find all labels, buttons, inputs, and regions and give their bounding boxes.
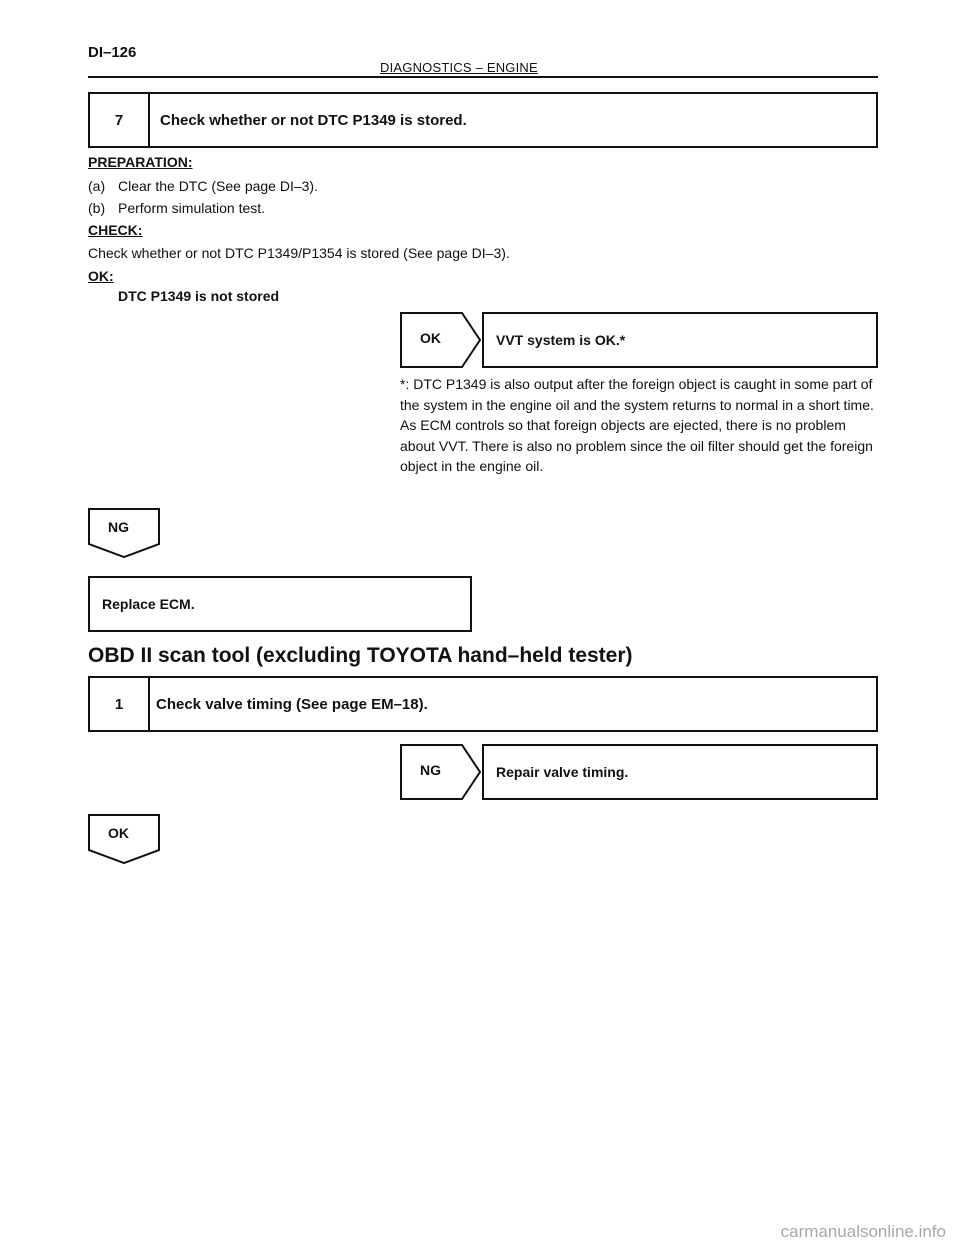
preparation-item-a-marker: (a) — [88, 178, 106, 194]
obd-section-title: OBD II scan tool (excluding TOYOTA hand–held tester) — [88, 644, 633, 667]
preparation-label: PREPARATION: — [88, 154, 193, 170]
step-1-ng-arrow-icon — [400, 744, 482, 800]
step-1-title: Check valve timing (See page EM–18). — [156, 695, 428, 713]
step-7-number: 7 — [90, 94, 150, 146]
step-1-number: 1 — [90, 678, 150, 730]
header-rule — [88, 76, 878, 78]
step-7-title: Check whether or not DTC P1349 is stored. — [160, 111, 467, 129]
watermark: carmanualsonline.info — [780, 1222, 946, 1241]
step-1-ok-tag: OK — [108, 825, 129, 841]
check-text: Check whether or not DTC P1349/P1354 is stored (See page DI–3). — [88, 245, 510, 261]
preparation-item-b — [88, 200, 266, 216]
check-label: CHECK: — [88, 222, 143, 238]
preparation-item-b-text: Perform simulation test. — [118, 200, 266, 216]
ok-criteria-text: DTC P1349 is not stored — [118, 288, 280, 304]
section-heading: DIAGNOSTICS – ENGINE — [380, 60, 538, 75]
replace-ecm-box: Replace ECM. — [88, 576, 472, 632]
preparation-item-a-text: Clear the DTC (See page DI–3). — [118, 178, 318, 194]
ok-branch-arrow-icon — [400, 312, 482, 368]
step-1-ng-tag: NG — [420, 762, 441, 778]
ok-label: OK: — [88, 268, 114, 284]
page-number: DI–126 — [88, 44, 137, 61]
preparation-item-b-marker: (b) — [88, 200, 106, 216]
step-1-ng-result: Repair valve timing. — [482, 744, 878, 800]
vvt-note: *: DTC P1349 is also output after the foreign object is caught in some part of the system in the engine oil and the system returns to normal in a short time. As ECM controls so that foreign objects are ejected, there is no problem about VVT. There is also no problem since the oil filter should get the foreign object in the engine oil. — [400, 376, 874, 474]
ng-down-tag: NG — [108, 519, 129, 535]
preparation-item-a — [88, 178, 318, 194]
step-7-box — [88, 92, 878, 148]
step-1-box — [88, 676, 878, 732]
ok-branch-tag: OK — [420, 330, 441, 346]
ok-branch-result: VVT system is OK.* — [482, 312, 878, 368]
